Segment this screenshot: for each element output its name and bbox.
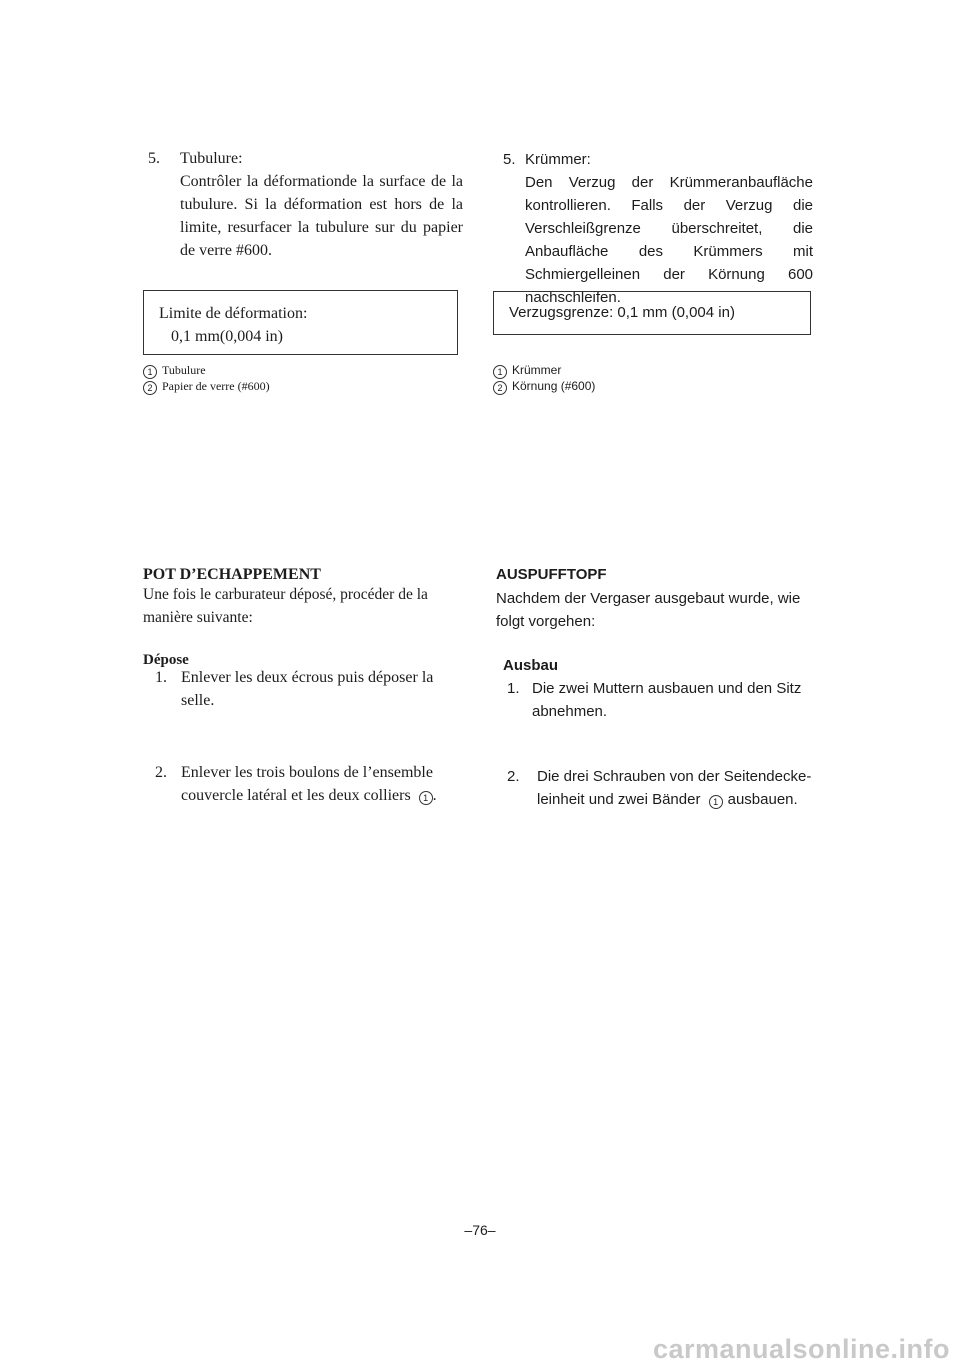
step-2: 2. Enlever les trois boulons de l’ensemble couvercle latéral et les deux colliers 1 . xyxy=(155,761,460,807)
step-number: 1. xyxy=(507,680,520,697)
step-number: 2. xyxy=(155,764,167,781)
callout-2-icon: 2 xyxy=(143,381,157,395)
callout-1-icon: 1 xyxy=(709,795,723,809)
section-intro: Une fois le carburateur déposé, procéder de la manière suivante: xyxy=(143,586,428,626)
step-title: Krümmer: xyxy=(525,151,591,168)
section-intro: Nachdem der Vergaser ausgebaut wurde, wie folgt vorgehen: xyxy=(496,590,801,630)
limit-box xyxy=(493,291,811,335)
watermark: carmanualsonline.info xyxy=(652,1334,950,1364)
left-column-french xyxy=(143,0,463,1371)
legend-item: 2 Papier de verre (#600) xyxy=(143,379,270,395)
step-line: selle. xyxy=(181,692,215,709)
legend-item: 2 Körnung (#600) xyxy=(493,379,595,395)
limit-value: 0,1 mm(0,004 in) xyxy=(171,328,283,345)
callout-2-icon: 2 xyxy=(493,381,507,395)
page-number: –76– xyxy=(464,1222,496,1238)
limit-label: Limite de déformation: xyxy=(159,305,308,322)
legend-item: 1 Krümmer xyxy=(493,363,595,379)
step-1 xyxy=(507,677,817,723)
step-number: 1. xyxy=(155,669,167,686)
step-5-tubulure xyxy=(148,147,463,262)
step-title: Tubulure: xyxy=(180,150,243,167)
step-number: 5. xyxy=(503,151,516,168)
limit-label: Verzugsgrenze: 0,1 mm (0,004 in) xyxy=(509,304,735,321)
section-title: POT D’ECHAPPEMENT xyxy=(143,566,321,583)
step-5-kruemmer xyxy=(503,148,813,309)
step-line: Die drei Schrauben von der Seitendecke- xyxy=(537,768,812,785)
limit-box xyxy=(143,290,458,355)
step-number: 2. xyxy=(507,768,520,785)
step-text: Den Verzug der Krümmeranbaufläche kontrollieren. Falls der Verzug die Verschleißgrenze überschreitet, die Anbaufläche des Krümmers mit Schmiergelleinen der Körnung 600 nachschleifen. xyxy=(525,174,813,306)
step-line: abnehmen. xyxy=(532,703,608,720)
legend-item: 1 Tubulure xyxy=(143,363,270,379)
step-number: 5. xyxy=(148,150,160,167)
callout-1-icon: 1 xyxy=(493,365,507,379)
step-1 xyxy=(155,666,460,712)
callout-1-icon: 1 xyxy=(143,365,157,379)
step-line: Die zwei Muttern ausbauen und den Sitz xyxy=(532,680,802,697)
step-line: Enlever les trois boulons de l’ensemble xyxy=(181,764,433,781)
right-column-german xyxy=(496,0,818,1371)
figure-legend xyxy=(493,363,595,395)
removal-title: Ausbau xyxy=(503,657,559,674)
step-text: Contrôler la déformationde la surface de la tubulure. Si la déformation est hors de la limite, resurfacer la tubulure sur du papier de verre #600. xyxy=(180,173,463,259)
figure-legend xyxy=(143,363,270,395)
step-2: 2. Die drei Schrauben von der Seitendecke- leinheit und zwei Bänder 1 ausbauen. xyxy=(507,765,819,811)
section-title: AUSPUFFTOPF xyxy=(496,566,607,583)
step-line: leinheit und zwei Bänder xyxy=(537,791,701,808)
step-line: couvercle latéral et les deux colliers xyxy=(181,787,411,804)
callout-1-icon: 1 xyxy=(419,791,433,805)
step-line: Enlever les deux écrous puis déposer la xyxy=(181,669,434,686)
removal-title: Dépose xyxy=(143,652,189,668)
